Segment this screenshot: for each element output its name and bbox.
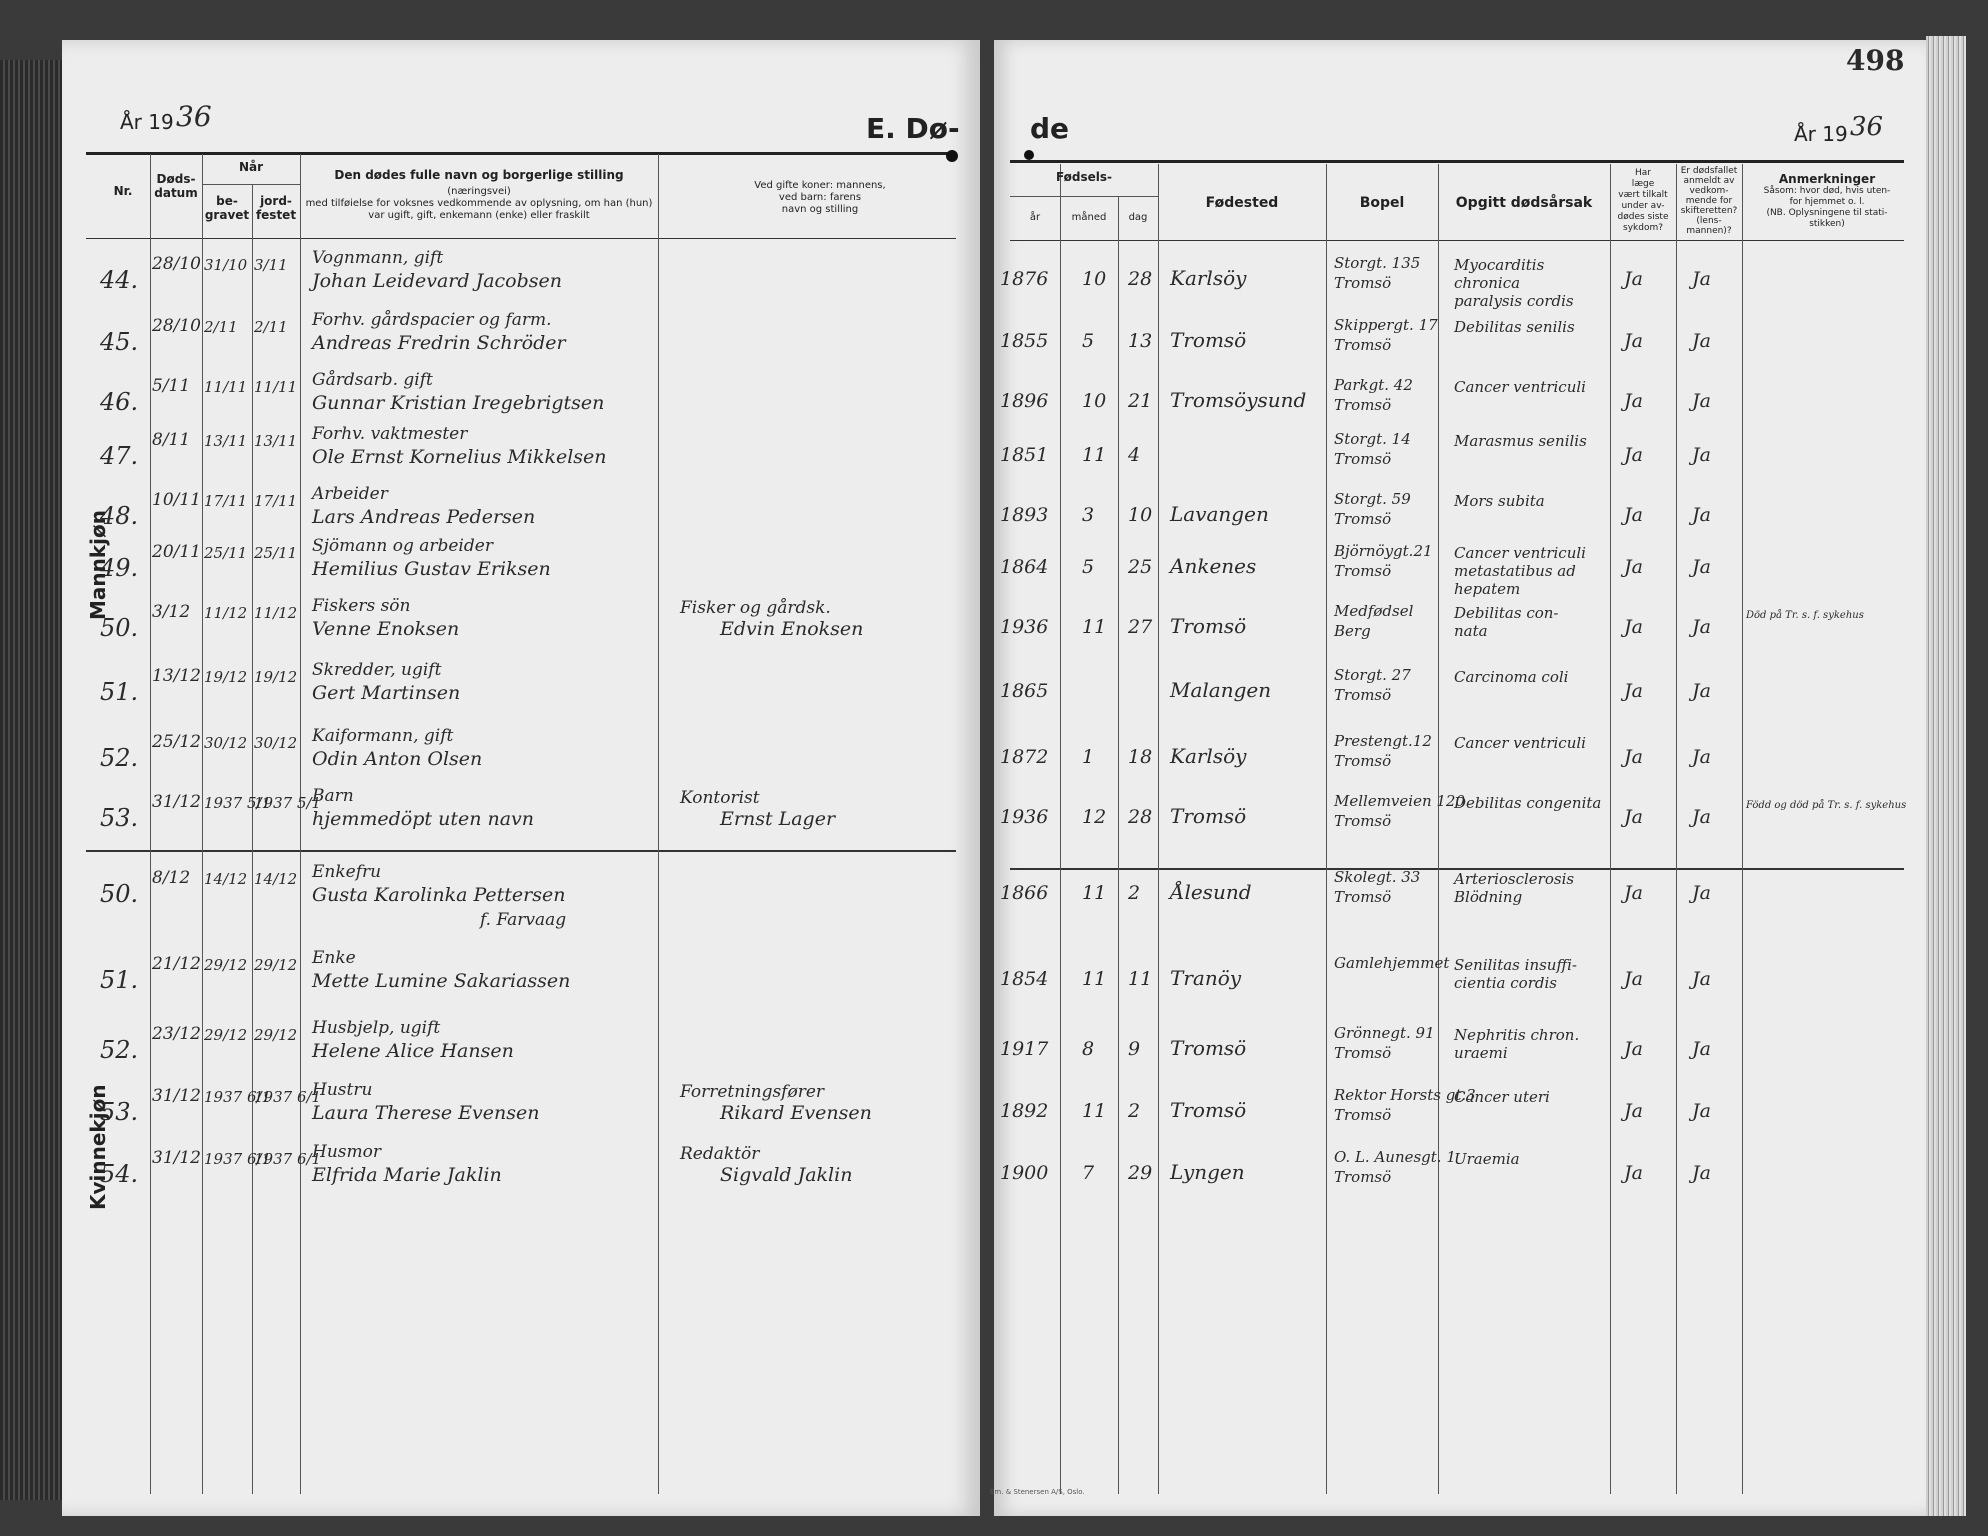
birth-month: 3 bbox=[1082, 504, 1095, 526]
full-name: Gert Martinsen bbox=[312, 682, 461, 704]
full-name: Hemilius Gustav Eriksen bbox=[312, 558, 551, 580]
cause-of-death: Cancer ventriculi bbox=[1454, 378, 1586, 396]
residence: Skolegt. 33 bbox=[1334, 868, 1421, 886]
page-number: 498 bbox=[1846, 44, 1905, 77]
residence: Berg bbox=[1334, 622, 1371, 640]
birth-year: 1936 bbox=[1000, 616, 1049, 638]
entry-nr: 51. bbox=[100, 678, 139, 706]
doctor-attended: Ja bbox=[1624, 1100, 1643, 1122]
residence: Tromsö bbox=[1334, 336, 1392, 354]
birth-month: 8 bbox=[1082, 1038, 1095, 1060]
burial-date: 1937 5/1 bbox=[204, 794, 272, 812]
burial-date: 19/12 bbox=[204, 668, 248, 686]
birth-year: 1855 bbox=[1000, 330, 1049, 352]
subheader-rule-left bbox=[86, 238, 956, 239]
col-header-dodsdatum: Døds- datum bbox=[154, 172, 198, 200]
funeral-date: 19/12 bbox=[254, 668, 298, 686]
death-date: 25/12 bbox=[152, 732, 201, 752]
residence: Tromsö bbox=[1334, 510, 1392, 528]
funeral-date: 29/12 bbox=[254, 956, 298, 974]
funeral-date: 1937 5/1 bbox=[254, 794, 322, 812]
birthplace: Karlsöy bbox=[1170, 744, 1247, 768]
cause-of-death: nata bbox=[1454, 622, 1488, 640]
year-hand-right: 36 bbox=[1850, 112, 1884, 142]
name-note: f. Farvaag bbox=[480, 910, 567, 930]
birth-year: 1854 bbox=[1000, 968, 1049, 990]
col-header-fodested: Fødested bbox=[1205, 195, 1279, 211]
birth-year: 1876 bbox=[1000, 268, 1049, 290]
residence: Storgt. 59 bbox=[1334, 490, 1411, 508]
header-rule-right bbox=[1010, 160, 1904, 163]
birthplace: Malangen bbox=[1170, 678, 1272, 702]
birth-month: 11 bbox=[1082, 968, 1107, 990]
col-header-laege: Har læge vært tilkalt under av- dødes siste sykdom? bbox=[1617, 168, 1669, 233]
occupation: Husbjelp, ugift bbox=[312, 1018, 441, 1038]
cause-of-death: cientia cordis bbox=[1454, 974, 1557, 992]
birth-year: 1892 bbox=[1000, 1100, 1049, 1122]
residence: Grönnegt. 91 bbox=[1334, 1024, 1435, 1042]
residence: Tromsö bbox=[1334, 1168, 1392, 1186]
birth-month: 11 bbox=[1082, 616, 1107, 638]
doctor-attended: Ja bbox=[1624, 330, 1643, 352]
col-header-bopel: Bopel bbox=[1359, 195, 1405, 211]
full-name: Laura Therese Evensen bbox=[312, 1102, 540, 1124]
probate-reported: Ja bbox=[1692, 268, 1711, 290]
residence: O. L. Aunesgt. 1 bbox=[1334, 1148, 1456, 1166]
burial-date: 17/11 bbox=[204, 492, 248, 510]
entry-nr: 44. bbox=[100, 266, 139, 294]
doctor-attended: Ja bbox=[1624, 1162, 1643, 1184]
birth-year: 1865 bbox=[1000, 680, 1049, 702]
col-header-begravet: be- gravet bbox=[204, 194, 250, 222]
parent-name: Edvin Enoksen bbox=[720, 618, 864, 640]
birthplace: Tromsö bbox=[1170, 1036, 1247, 1060]
col-line bbox=[1610, 164, 1611, 1494]
birthplace: Tromsö bbox=[1170, 614, 1247, 638]
cause-of-death: Blödning bbox=[1454, 888, 1523, 906]
birthplace: Tromsö bbox=[1170, 1098, 1247, 1122]
col-header-naar: Når bbox=[238, 160, 264, 174]
parent-occupation: Redaktör bbox=[680, 1144, 760, 1164]
col-line bbox=[1742, 164, 1743, 1494]
probate-reported: Ja bbox=[1692, 1162, 1711, 1184]
year-hand-left: 36 bbox=[176, 100, 212, 133]
funeral-date: 13/11 bbox=[254, 432, 298, 450]
probate-reported: Ja bbox=[1692, 806, 1711, 828]
doctor-attended: Ja bbox=[1624, 390, 1643, 412]
burial-date: 11/12 bbox=[204, 604, 248, 622]
col-line bbox=[1010, 196, 1158, 197]
entry-nr: 45. bbox=[100, 328, 139, 356]
col-line bbox=[1326, 164, 1327, 1494]
funeral-date: 3/11 bbox=[254, 256, 288, 274]
residence: Tromsö bbox=[1334, 686, 1392, 704]
full-name: Johan Leidevard Jacobsen bbox=[312, 270, 563, 292]
residence: Tromsö bbox=[1334, 888, 1392, 906]
birthplace: Ankenes bbox=[1170, 554, 1257, 578]
burial-date: 11/11 bbox=[204, 378, 248, 396]
cause-of-death: Mors subita bbox=[1454, 492, 1545, 510]
birth-day: 13 bbox=[1128, 330, 1153, 352]
cause-of-death: Senilitas insuffi- bbox=[1454, 956, 1577, 974]
cause-of-death: chronica bbox=[1454, 274, 1521, 292]
doctor-attended: Ja bbox=[1624, 556, 1643, 578]
birthplace: Lavangen bbox=[1170, 502, 1269, 526]
burial-date: 2/11 bbox=[204, 318, 238, 336]
death-date: 20/11 bbox=[152, 542, 201, 562]
birth-day: 25 bbox=[1128, 556, 1153, 578]
col-header-jordfestet: jord- festet bbox=[255, 194, 297, 222]
birthplace: Tranöy bbox=[1170, 966, 1242, 990]
funeral-date: 14/12 bbox=[254, 870, 298, 888]
col-header-dodsaarsak: Opgitt dødsårsak bbox=[1455, 195, 1593, 211]
col-header-anm-sub: Såsom: hvor død, hvis uten- for hjemmet o. l. (NB. Oplysningene til stati- stikken) bbox=[1763, 186, 1891, 229]
entry-nr: 53. bbox=[100, 804, 139, 832]
probate-reported: Ja bbox=[1692, 968, 1711, 990]
doctor-attended: Ja bbox=[1624, 746, 1643, 768]
cause-of-death: hepatem bbox=[1454, 580, 1521, 598]
cause-of-death: paralysis cordis bbox=[1454, 292, 1574, 310]
parent-occupation: Forretningsfører bbox=[680, 1082, 825, 1102]
funeral-date: 25/11 bbox=[254, 544, 298, 562]
full-name: Gunnar Kristian Iregebrigtsen bbox=[312, 392, 605, 414]
probate-reported: Ja bbox=[1692, 1038, 1711, 1060]
col-line bbox=[1676, 164, 1677, 1494]
burial-date: 25/11 bbox=[204, 544, 248, 562]
occupation: Forhv. gårdspacier og farm. bbox=[312, 310, 552, 330]
birth-day: 10 bbox=[1128, 504, 1153, 526]
occupation: Arbeider bbox=[312, 484, 388, 504]
birth-year: 1851 bbox=[1000, 444, 1049, 466]
parent-name: Rikard Evensen bbox=[720, 1102, 872, 1124]
entry-nr: 48. bbox=[100, 502, 139, 530]
residence: Tromsö bbox=[1334, 812, 1392, 830]
birth-day: 2 bbox=[1128, 1100, 1141, 1122]
cause-of-death: Nephritis chron. bbox=[1454, 1026, 1580, 1044]
entry-nr: 50. bbox=[100, 880, 139, 908]
residence: Gamlehjemmet bbox=[1334, 954, 1450, 972]
death-date: 13/12 bbox=[152, 666, 201, 686]
birth-year: 1936 bbox=[1000, 806, 1049, 828]
death-date: 23/12 bbox=[152, 1024, 201, 1044]
entry-nr: 47. bbox=[100, 442, 139, 470]
death-date: 28/10 bbox=[152, 254, 201, 274]
doctor-attended: Ja bbox=[1624, 616, 1643, 638]
cause-of-death: Uraemia bbox=[1454, 1150, 1520, 1168]
occupation: Vognmann, gift bbox=[312, 248, 444, 268]
death-date: 3/12 bbox=[152, 602, 191, 622]
death-date: 31/12 bbox=[152, 792, 201, 812]
doctor-attended: Ja bbox=[1624, 444, 1643, 466]
doctor-attended: Ja bbox=[1624, 268, 1643, 290]
page-edges bbox=[1926, 36, 1966, 1516]
residence: Tromsö bbox=[1334, 1106, 1392, 1124]
burial-date: 29/12 bbox=[204, 956, 248, 974]
residence: Tromsö bbox=[1334, 752, 1392, 770]
col-header-anm: Anmerkninger bbox=[1778, 172, 1876, 186]
binding-stitch bbox=[1024, 150, 1034, 160]
cause-of-death: metastatibus ad bbox=[1454, 562, 1576, 580]
doctor-attended: Ja bbox=[1624, 680, 1643, 702]
cause-of-death: Debilitas con- bbox=[1454, 604, 1559, 622]
year-label-right: År 19 bbox=[1794, 122, 1848, 146]
funeral-date: 17/11 bbox=[254, 492, 298, 510]
death-date: 31/12 bbox=[152, 1086, 201, 1106]
full-name: Andreas Fredrin Schröder bbox=[312, 332, 566, 354]
cause-of-death: Cancer ventriculi bbox=[1454, 734, 1586, 752]
birth-month: 11 bbox=[1082, 444, 1107, 466]
residence: Rektor Horsts gt.3 bbox=[1334, 1086, 1476, 1104]
birth-day: 21 bbox=[1128, 390, 1153, 412]
birth-month: 11 bbox=[1082, 1100, 1107, 1122]
binding-stitch bbox=[946, 150, 958, 162]
residence: Tromsö bbox=[1334, 274, 1392, 292]
col-line bbox=[300, 154, 301, 1494]
residence: Tromsö bbox=[1334, 562, 1392, 580]
occupation: Barn bbox=[312, 786, 354, 806]
subheader-rule-right bbox=[1010, 240, 1904, 241]
birth-year: 1896 bbox=[1000, 390, 1049, 412]
col-header-skifte: Er dødsfallet anmeldt av vedkom- mende for skifteretten? (lens- mannen)? bbox=[1680, 166, 1738, 236]
occupation: Sjömann og arbeider bbox=[312, 536, 493, 556]
funeral-date: 2/11 bbox=[254, 318, 288, 336]
parent-name: Sigvald Jaklin bbox=[720, 1164, 853, 1186]
birth-month: 1 bbox=[1082, 746, 1095, 768]
death-date: 8/12 bbox=[152, 868, 191, 888]
col-line bbox=[202, 184, 300, 185]
burial-date: 1937 6/1 bbox=[204, 1088, 272, 1106]
birth-year: 1893 bbox=[1000, 504, 1049, 526]
col-line bbox=[1118, 196, 1119, 1494]
birthplace: Ålesund bbox=[1170, 880, 1252, 904]
col-line bbox=[202, 154, 203, 1494]
birth-day: 18 bbox=[1128, 746, 1153, 768]
probate-reported: Ja bbox=[1692, 746, 1711, 768]
col-line bbox=[1158, 164, 1159, 1494]
col-header-maaned: måned bbox=[1071, 212, 1107, 223]
funeral-date: 1937 6/1 bbox=[254, 1088, 322, 1106]
cause-of-death: Carcinoma coli bbox=[1454, 668, 1569, 686]
burial-date: 29/12 bbox=[204, 1026, 248, 1044]
col-header-foreldre: Ved gifte koner: mannens, ved barn: farens navn og stilling bbox=[754, 180, 886, 215]
birth-day: 11 bbox=[1128, 968, 1153, 990]
death-date: 21/12 bbox=[152, 954, 201, 974]
col-header-navn-sub: (næringsvei) med tilføielse for voksnes vedkommende av oplysning, om han (hun) var ugift, gift, enkemann (enke) eller fraskilt bbox=[305, 186, 653, 221]
header-rule-left bbox=[86, 152, 956, 155]
full-name: hjemmedöpt uten navn bbox=[312, 808, 535, 830]
probate-reported: Ja bbox=[1692, 616, 1711, 638]
burial-date: 31/10 bbox=[204, 256, 248, 274]
cause-of-death: Arteriosclerosis bbox=[1454, 870, 1575, 888]
birth-month: 10 bbox=[1082, 268, 1107, 290]
birth-day: 2 bbox=[1128, 882, 1141, 904]
cause-of-death: Debilitas senilis bbox=[1454, 318, 1575, 336]
residence: Prestengt.12 bbox=[1334, 732, 1432, 750]
col-header-aar: år bbox=[1029, 212, 1041, 223]
death-date: 10/11 bbox=[152, 490, 201, 510]
cause-of-death: Myocarditis bbox=[1454, 256, 1545, 274]
section-title-right: de bbox=[1030, 112, 1070, 145]
full-name: Odin Anton Olsen bbox=[312, 748, 483, 770]
probate-reported: Ja bbox=[1692, 882, 1711, 904]
birth-year: 1866 bbox=[1000, 882, 1049, 904]
remarks: Född og död på Tr. s. f. sykehus bbox=[1746, 800, 1907, 811]
birth-day: 29 bbox=[1128, 1162, 1153, 1184]
birth-year: 1864 bbox=[1000, 556, 1049, 578]
residence: Skippergt. 17 bbox=[1334, 316, 1438, 334]
probate-reported: Ja bbox=[1692, 556, 1711, 578]
occupation: Kaiformann, gift bbox=[312, 726, 454, 746]
year-label-left: År 19 bbox=[120, 110, 174, 134]
section-title-left: E. Dø- bbox=[866, 112, 960, 145]
probate-reported: Ja bbox=[1692, 330, 1711, 352]
occupation: Skredder, ugift bbox=[312, 660, 442, 680]
residence: Tromsö bbox=[1334, 1044, 1392, 1062]
cause-of-death: Marasmus senilis bbox=[1454, 432, 1587, 450]
full-name: Venne Enoksen bbox=[312, 618, 460, 640]
birth-month: 11 bbox=[1082, 882, 1107, 904]
death-date: 28/10 bbox=[152, 316, 201, 336]
entry-nr: 52. bbox=[100, 744, 139, 772]
entry-nr: 52. bbox=[100, 1036, 139, 1064]
funeral-date: 11/11 bbox=[254, 378, 298, 396]
printer-imprint: Em. & Stenersen A/S, Oslo. bbox=[990, 1488, 1085, 1496]
remarks: Död på Tr. s. f. sykehus bbox=[1746, 610, 1864, 621]
death-date: 31/12 bbox=[152, 1148, 201, 1168]
section-label-female: Kvinnekjøn bbox=[86, 1084, 110, 1210]
cause-of-death: Cancer uteri bbox=[1454, 1088, 1550, 1106]
burial-date: 13/11 bbox=[204, 432, 248, 450]
col-line bbox=[1060, 164, 1061, 1494]
probate-reported: Ja bbox=[1692, 680, 1711, 702]
birth-month: 5 bbox=[1082, 330, 1095, 352]
col-header-dag: dag bbox=[1128, 212, 1148, 223]
full-name: Elfrida Marie Jaklin bbox=[312, 1164, 502, 1186]
full-name: Mette Lumine Sakariassen bbox=[312, 970, 571, 992]
parent-occupation: Kontorist bbox=[680, 788, 760, 808]
col-line bbox=[658, 154, 659, 1494]
book-binding-left bbox=[0, 60, 62, 1500]
parent-occupation: Fisker og gårdsk. bbox=[680, 598, 831, 618]
entry-nr: 49. bbox=[100, 554, 139, 582]
birth-day: 9 bbox=[1128, 1038, 1141, 1060]
full-name: Gusta Karolinka Pettersen bbox=[312, 884, 566, 906]
birthplace: Tromsö bbox=[1170, 328, 1247, 352]
probate-reported: Ja bbox=[1692, 1100, 1711, 1122]
birth-month: 12 bbox=[1082, 806, 1107, 828]
entry-nr: 51. bbox=[100, 966, 139, 994]
death-date: 5/11 bbox=[152, 376, 191, 396]
occupation: Gårdsarb. gift bbox=[312, 370, 433, 390]
birth-day: 27 bbox=[1128, 616, 1153, 638]
full-name: Ole Ernst Kornelius Mikkelsen bbox=[312, 446, 607, 468]
funeral-date: 11/12 bbox=[254, 604, 298, 622]
burial-date: 30/12 bbox=[204, 734, 248, 752]
funeral-date: 1937 6/1 bbox=[254, 1150, 322, 1168]
occupation: Hustru bbox=[312, 1080, 373, 1100]
col-header-nr: Nr. bbox=[113, 184, 133, 198]
section-divider-left bbox=[86, 850, 956, 852]
birth-year: 1900 bbox=[1000, 1162, 1049, 1184]
occupation: Fiskers sön bbox=[312, 596, 411, 616]
residence: Storgt. 14 bbox=[1334, 430, 1411, 448]
entry-nr: 53. bbox=[100, 1098, 139, 1126]
doctor-attended: Ja bbox=[1624, 968, 1643, 990]
burial-date: 14/12 bbox=[204, 870, 248, 888]
residence: Parkgt. 42 bbox=[1334, 376, 1413, 394]
residence: Storgt. 27 bbox=[1334, 666, 1411, 684]
birthplace: Tromsöysund bbox=[1170, 388, 1307, 412]
section-label-male: Mannkjøn bbox=[86, 509, 110, 620]
funeral-date: 30/12 bbox=[254, 734, 298, 752]
full-name: Helene Alice Hansen bbox=[312, 1040, 514, 1062]
occupation: Enke bbox=[312, 948, 356, 968]
residence: Mellemveien 120 bbox=[1334, 792, 1466, 810]
occupation: Enkefru bbox=[312, 862, 382, 882]
col-header-navn: Den dødes fulle navn og borgerlige stilling bbox=[334, 168, 624, 182]
birth-day: 28 bbox=[1128, 268, 1153, 290]
birthplace: Lyngen bbox=[1170, 1160, 1245, 1184]
entry-nr: 50. bbox=[100, 614, 139, 642]
residence: Medfødsel bbox=[1334, 602, 1414, 620]
occupation: Husmor bbox=[312, 1142, 381, 1162]
probate-reported: Ja bbox=[1692, 444, 1711, 466]
residence: Tromsö bbox=[1334, 450, 1392, 468]
col-header-fodsel: Fødsels- bbox=[1055, 170, 1113, 184]
probate-reported: Ja bbox=[1692, 390, 1711, 412]
birth-day: 4 bbox=[1128, 444, 1141, 466]
doctor-attended: Ja bbox=[1624, 504, 1643, 526]
cause-of-death: uraemi bbox=[1454, 1044, 1508, 1062]
entry-nr: 54. bbox=[100, 1160, 139, 1188]
birth-month: 7 bbox=[1082, 1162, 1095, 1184]
funeral-date: 29/12 bbox=[254, 1026, 298, 1044]
col-line bbox=[252, 184, 253, 1494]
cause-of-death: Debilitas congenita bbox=[1454, 794, 1602, 812]
col-line bbox=[150, 154, 151, 1494]
occupation: Forhv. vaktmester bbox=[312, 424, 468, 444]
col-line bbox=[1438, 164, 1439, 1494]
full-name: Lars Andreas Pedersen bbox=[312, 506, 536, 528]
doctor-attended: Ja bbox=[1624, 1038, 1643, 1060]
cause-of-death: Cancer ventriculi bbox=[1454, 544, 1586, 562]
residence: Tromsö bbox=[1334, 396, 1392, 414]
burial-date: 1937 6/1 bbox=[204, 1150, 272, 1168]
parent-name: Ernst Lager bbox=[720, 808, 836, 830]
birthplace: Tromsö bbox=[1170, 804, 1247, 828]
probate-reported: Ja bbox=[1692, 504, 1711, 526]
birth-year: 1872 bbox=[1000, 746, 1049, 768]
birth-month: 5 bbox=[1082, 556, 1095, 578]
residence: Storgt. 135 bbox=[1334, 254, 1421, 272]
birth-day: 28 bbox=[1128, 806, 1153, 828]
doctor-attended: Ja bbox=[1624, 882, 1643, 904]
birthplace: Karlsöy bbox=[1170, 266, 1247, 290]
death-date: 8/11 bbox=[152, 430, 191, 450]
birth-year: 1917 bbox=[1000, 1038, 1049, 1060]
residence: Björnöygt.21 bbox=[1334, 542, 1433, 560]
doctor-attended: Ja bbox=[1624, 806, 1643, 828]
entry-nr: 46. bbox=[100, 388, 139, 416]
birth-month: 10 bbox=[1082, 390, 1107, 412]
